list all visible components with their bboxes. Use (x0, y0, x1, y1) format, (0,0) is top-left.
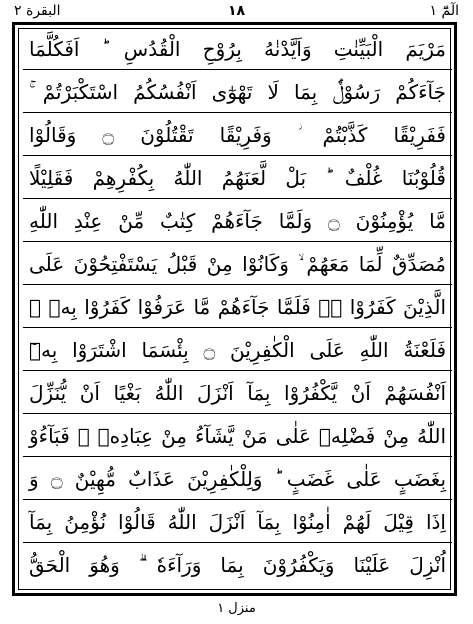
juz-name: الٓمّٓ ١ (429, 3, 459, 19)
text-frame-inner (18, 28, 451, 590)
text-line: اُنْزِلَ عَلَيْنَا وَيَكْفُرُوْنَ بِمَا وَرَآءَهٗ ۗ وَهُوَ الْحَقُّ (29, 553, 446, 577)
text-line: اَنْفُسَهُمْ اَنْ يَّكْفُرُوْا بِمَآ اَنْزَلَ اللّٰهُ بَغْيًا اَنْ يُّنَزِّلَ (23, 373, 452, 414)
manzil-label: منزل ١ (217, 601, 256, 616)
text-frame (12, 22, 457, 596)
text-line: مَرْيَمَ الْبَيِّنٰتِ وَاَيَّدْنٰهُ بِرُوْحِ الْقُدُسِ ؕ اَفَكُلَّمَا (23, 29, 452, 70)
page-number: ١٨ (227, 3, 246, 19)
text-line: اللّٰهُ مِنْ فَضْلِهٖ عَلٰى مَنْ يَّشَآءُ مِنْ عِبَادِهٖ ۚ فَبَآءُوْ (23, 416, 452, 457)
surah-name: البقرة ۲ (14, 3, 61, 19)
text-line: اِذَا قِيْلَ لَهُمْ اٰمِنُوْا بِمَآ اَنْزَلَ اللّٰهُ قَالُوْا نُؤْمِنُ بِمَآ (23, 502, 452, 543)
text-line: بِغَضَبٍ عَلٰى غَضَبٍ ؕ وَلِلْكٰفِرِيْنَ عَذَابٌ مُّهِيْنٌ ۝ وَ (23, 459, 452, 500)
text-line: مَّا يُؤْمِنُوْنَ ۝ وَلَمَّا جَآءَهُمْ كِتٰبٌ مِّنْ عِنْدِ اللّٰهِ (23, 201, 452, 242)
text-line: فَلَعْنَةُ اللّٰهِ عَلَى الْكٰفِرِيْنَ ۝ بِئْسَمَا اشْتَرَوْا بِهٖٓ (23, 330, 452, 371)
text-line: فَفَرِيْقًا كَذَّبْتُمْ ؗ وَفَرِيْقًا تَقْتُلُوْنَ ۝ وَقَالُوْا (23, 115, 452, 156)
text-line: جَآءَكُمْ رَسُوْلٌۢ بِمَا لَا تَهْوٰٓى اَنْفُسُكُمُ اسْتَكْبَرْتُمْ ۚ (23, 72, 452, 113)
text-line: الَّذِيْنَ كَفَرُوْا ۚۖ فَلَمَّا جَآءَهُمْ مَّا عَرَفُوْا كَفَرُوْا بِهٖ ؗ (23, 287, 452, 328)
page-header (14, 2, 459, 22)
text-line: مُصَدِّقٌ لِّمَا مَعَهُمْ ۙ وَكَانُوْا مِنْ قَبْلُ يَسْتَفْتِحُوْنَ عَلَى (23, 244, 452, 285)
text-line: قُلُوْبُنَا غُلْفٌ ؕ بَلْ لَّعَنَهُمُ اللّٰهُ بِكُفْرِهِمْ فَقَلِيْلًا (23, 158, 452, 199)
